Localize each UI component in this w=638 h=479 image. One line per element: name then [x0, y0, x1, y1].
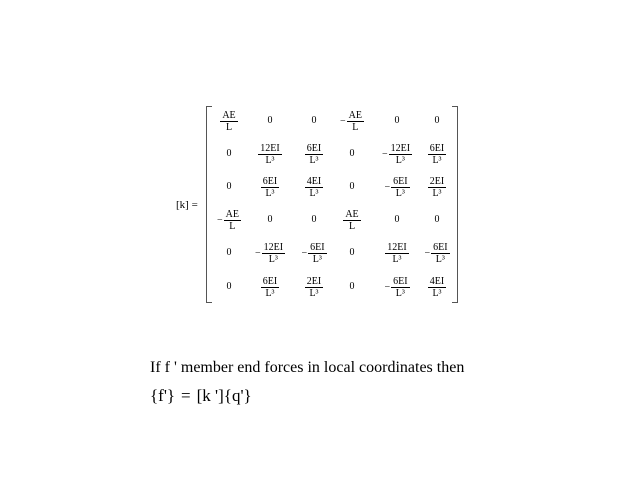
- minus-sign: −: [301, 248, 308, 259]
- numerator: 6EI: [429, 143, 445, 154]
- numerator: 12EI: [260, 143, 280, 154]
- fraction: [308, 242, 326, 265]
- matrix-cell-r4c5: 0: [394, 214, 400, 225]
- denominator: L³: [431, 253, 449, 265]
- matrix-cell-r3c4: 0: [349, 181, 355, 192]
- fraction: [343, 209, 360, 232]
- numerator: 6EI: [433, 242, 448, 253]
- matrix-cell-r6c6: [414, 276, 460, 299]
- numerator: 6EI: [393, 176, 408, 187]
- fraction: [261, 176, 279, 199]
- equation-k-matrix: [k ']: [196, 386, 224, 405]
- matrix-cell-r4c4: [329, 209, 375, 232]
- matrix-cell-r4c1: [206, 209, 252, 232]
- fraction: [305, 143, 323, 166]
- denominator: L: [343, 220, 360, 232]
- numerator: AE: [348, 110, 362, 121]
- matrix-cell-r4c2: 0: [267, 214, 273, 225]
- matrix-cell-r1c1: [206, 110, 252, 133]
- denominator: L³: [261, 187, 279, 199]
- denominator: L³: [428, 287, 446, 299]
- denominator: L³: [428, 187, 446, 199]
- fraction: [347, 110, 364, 133]
- fraction: [431, 242, 449, 265]
- matrix-cell-r3c2: [247, 176, 293, 199]
- denominator: L³: [389, 154, 412, 166]
- denominator: L³: [391, 287, 409, 299]
- fraction: [261, 276, 279, 299]
- fraction: [428, 143, 446, 166]
- numerator: AE: [345, 209, 359, 220]
- denominator: L³: [308, 253, 326, 265]
- matrix-cell-r6c2: [247, 276, 293, 299]
- numerator: 4EI: [429, 276, 445, 287]
- denominator: L: [220, 121, 237, 133]
- matrix-cell-r6c4: 0: [349, 281, 355, 292]
- fraction: [224, 209, 241, 232]
- matrix-left-bracket: [206, 106, 212, 303]
- matrix-cell-r1c3: 0: [311, 115, 317, 126]
- denominator: L³: [262, 253, 285, 265]
- matrix-cell-r1c4: [329, 110, 375, 133]
- fraction: [258, 143, 281, 166]
- matrix-right-bracket: [452, 106, 458, 303]
- fraction: [262, 242, 285, 265]
- matrix-cell-r2c6: [414, 143, 460, 166]
- fraction: [305, 176, 323, 199]
- force-equation: [150, 386, 252, 406]
- numerator: 2EI: [306, 276, 322, 287]
- numerator: 6EI: [310, 242, 325, 253]
- fraction: [220, 110, 237, 133]
- numerator: 12EI: [390, 143, 411, 154]
- fraction: [389, 143, 412, 166]
- fraction: [428, 276, 446, 299]
- denominator: L: [347, 121, 364, 133]
- denominator: L³: [305, 187, 323, 199]
- matrix-cell-r4c6: 0: [434, 214, 440, 225]
- matrix-cell-r5c1: 0: [226, 247, 232, 258]
- denominator: L³: [305, 154, 323, 166]
- matrix-cell-r1c2: 0: [267, 115, 273, 126]
- denominator: L³: [391, 187, 409, 199]
- matrix-cell-r6c1: 0: [226, 281, 232, 292]
- numerator: AE: [222, 110, 236, 121]
- matrix-cell-r3c6: [414, 176, 460, 199]
- denominator: L³: [305, 287, 323, 299]
- matrix-cell-r4c3: 0: [311, 214, 317, 225]
- numerator: 6EI: [262, 176, 278, 187]
- numerator: 12EI: [263, 242, 284, 253]
- denominator: L³: [428, 154, 446, 166]
- numerator: 6EI: [262, 276, 278, 287]
- numerator: 4EI: [306, 176, 322, 187]
- matrix-cell-r5c6: [414, 242, 460, 265]
- minus-sign: −: [424, 248, 431, 259]
- matrix-cell-r5c4: 0: [349, 247, 355, 258]
- fraction: [391, 276, 409, 299]
- denominator: L: [224, 220, 241, 232]
- equation-equals: =: [181, 386, 191, 405]
- matrix-cell-r1c5: 0: [394, 115, 400, 126]
- minus-sign: −: [384, 182, 391, 193]
- matrix-cell-r2c4: 0: [349, 148, 355, 159]
- equation-lhs: {f'}: [150, 386, 176, 405]
- numerator: AE: [225, 209, 239, 220]
- numerator: 6EI: [393, 276, 408, 287]
- matrix-cell-r2c2: [247, 143, 293, 166]
- numerator: 12EI: [387, 242, 407, 253]
- denominator: L³: [261, 287, 279, 299]
- fraction: [385, 242, 408, 265]
- matrix-cell-r2c1: 0: [226, 148, 232, 159]
- denominator: L³: [385, 253, 408, 265]
- matrix-cell-r5c2: [247, 242, 293, 265]
- numerator: 2EI: [429, 176, 445, 187]
- numerator: 6EI: [306, 143, 322, 154]
- matrix-label: [k] =: [176, 199, 198, 211]
- minus-sign: −: [381, 149, 388, 160]
- minus-sign: −: [340, 116, 346, 127]
- fraction: [305, 276, 323, 299]
- denominator: L³: [258, 154, 281, 166]
- minus-sign: −: [254, 248, 261, 259]
- minus-sign: −: [384, 282, 391, 293]
- matrix-cell-r3c1: 0: [226, 181, 232, 192]
- minus-sign: −: [217, 215, 223, 226]
- matrix-cell-r1c6: 0: [434, 115, 440, 126]
- fraction: [428, 176, 446, 199]
- equation-q-vector: {q'}: [223, 386, 252, 405]
- caption-text: If f ' member end forces in local coordinates then: [150, 359, 465, 376]
- fraction: [391, 176, 409, 199]
